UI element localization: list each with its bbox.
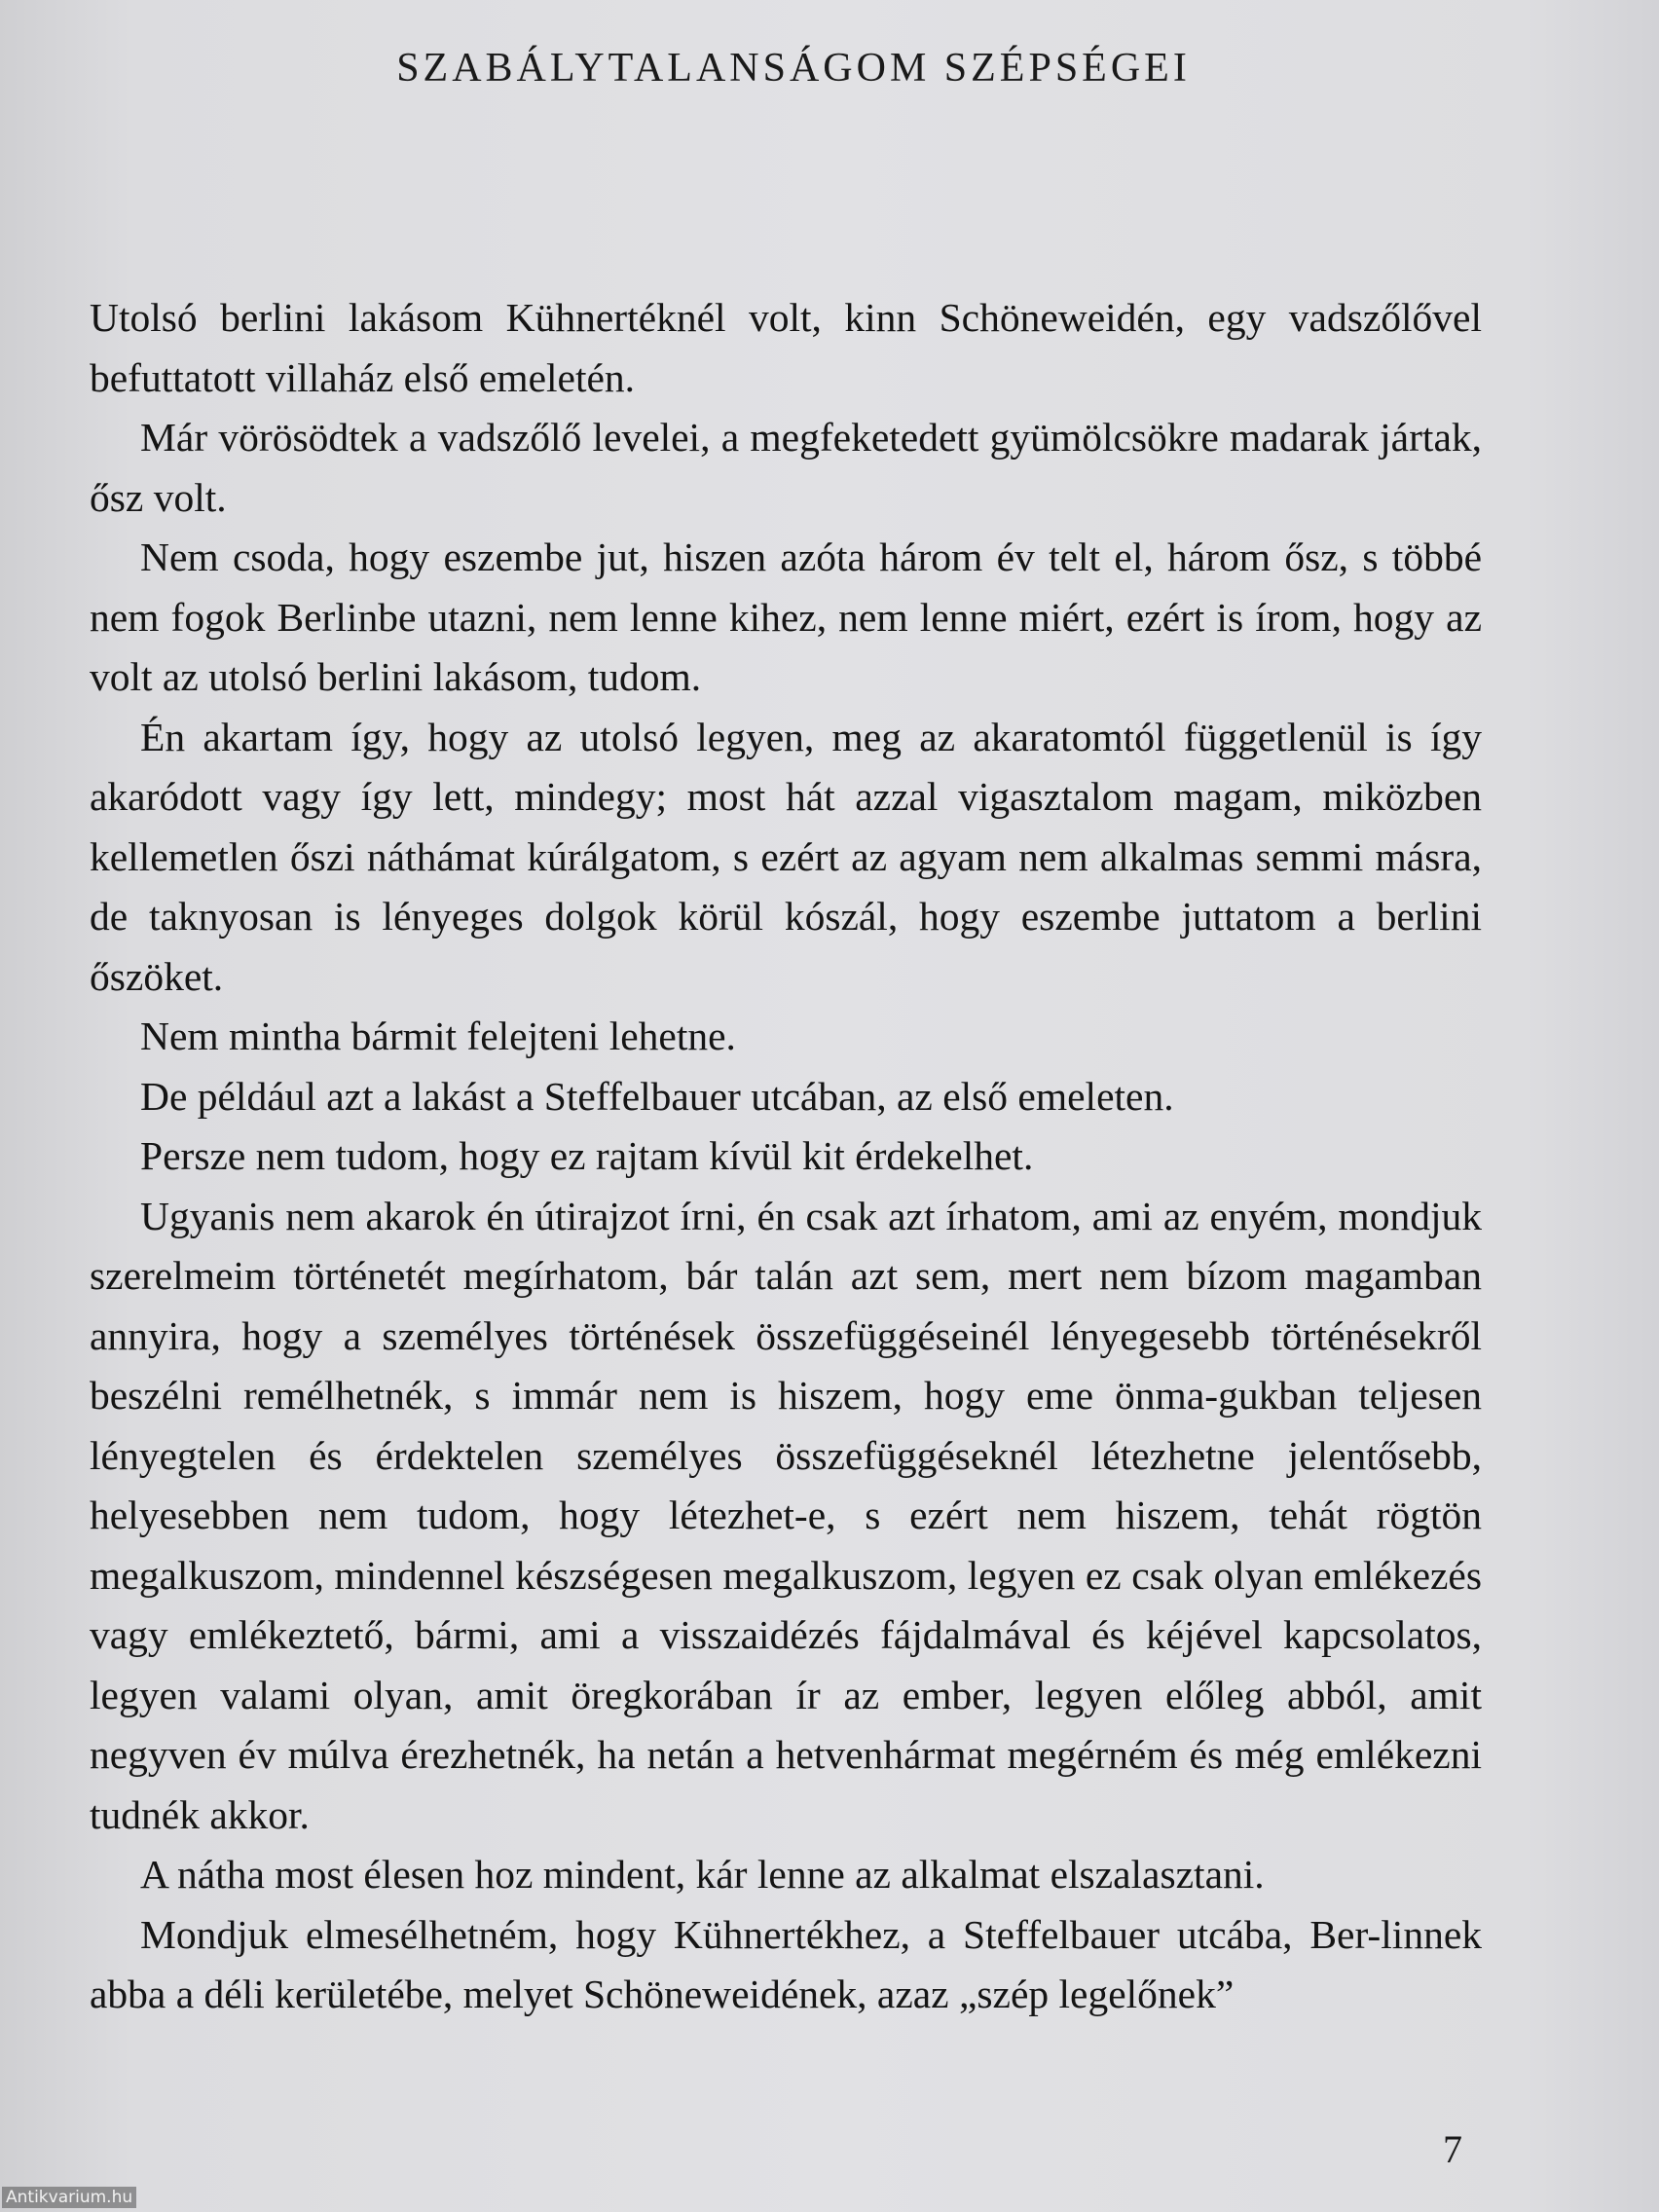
running-head: SZABÁLYTALANSÁGOM SZÉPSÉGEI — [396, 46, 1191, 91]
paragraph: Mondjuk elmesélhetném, hogy Kühnertékhez, a Steffelbauer utcába, Ber-linnek abba a déli kerületébe, melyet Schöneweidének, azaz „szép legelőnek” — [90, 1911, 1482, 2016]
paragraph: Nem csoda, hogy eszembe jut, hiszen azóta három év telt el, három ősz, s többé nem fogok Berlinbe utazni, nem lenne kihez, nem lenne miért, ezért is írom, hogy az volt az utolsó berlini lakásom, tudom. — [90, 535, 1482, 699]
body-text — [90, 288, 1482, 2025]
page-number: 7 — [1443, 2127, 1462, 2171]
paragraph: Nem mintha bármit felejteni lehetne. — [140, 1014, 736, 1058]
paragraph: Én akartam így, hogy az utolsó legyen, meg az akaratomtól függetlenül is így akaródott vagy így lett, mindegy; most hát azzal vigasztalom magam, miközben kellemetlen őszi náthámat kúrálgatom, s ezért az agyam nem alkalmas semmi másra, de taknyosan is lényeges dolgok körül kószál, hogy eszembe juttatom a berlini őszöket. — [90, 714, 1482, 999]
paragraph: Ugyanis nem akarok én útirajzot írni, én csak azt írhatom, ami az enyém, mondjuk szerelmeim történetét megírhatom, bár talán azt sem, mert nem bízom magamban annyira, hogy a személyes történések összefüggéseinél lényegesebb történésekről beszélni remélhetnék, s immár nem is hiszem, hogy eme önma-gukban teljesen lényegtelen és érdektelen személyes összefüggéseknél létezhetne jelentősebb, helyesebben nem tudom, hogy létezhet-e, s ezért nem hiszem, tehát rögtön megalkuszom, mindennel készségesen megalkuszom, legyen ez csak olyan emlékezés vagy emlékeztető, bármi, ami a visszaidézés fájdalmával és kéjével kapcsolatos, legyen valami olyan, amit öregkorában ír az ember, legyen előleg abból, amit negyven év múlva érezhetnék, ha netán a hetvenhármat megérném és még emlékezni tudnék akkor. — [90, 1193, 1482, 1837]
paragraph: A nátha most élesen hoz mindent, kár lenne az alkalmat elszalasztani. — [140, 1852, 1265, 1897]
watermark-label: Antikvarium.hu — [2, 2187, 136, 2208]
paragraph: Utolsó berlini lakásom Kühnertéknél volt, kinn Schöneweidén, egy vadszőlővel befuttatott villaház első emeletén. — [90, 295, 1482, 400]
paragraph: Persze nem tudom, hogy ez rajtam kívül kit érdekelhet. — [140, 1133, 1034, 1178]
paragraph: Már vörösödtek a vadszőlő levelei, a megfeketedett gyümölcsökre madarak jártak, ősz volt. — [90, 415, 1482, 520]
paragraph: De például azt a lakást a Steffelbauer utcában, az első emeleten. — [140, 1073, 1174, 1119]
